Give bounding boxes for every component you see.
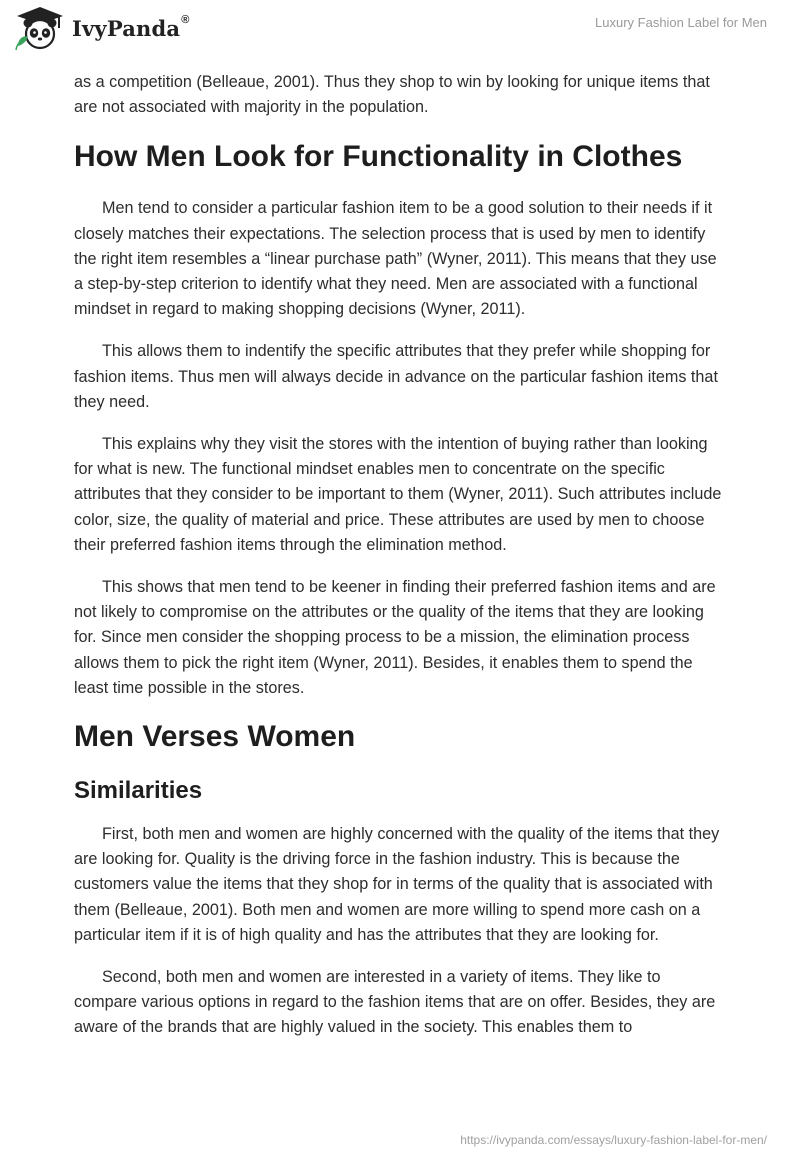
paragraph: This explains why they visit the stores with the intention of buying rather than looking for what is new. The functional mindset enables men to concentrate on the specific attributes that they consider to be important to them (Wyner, 2011). Such attributes include color, size, the quality of material and price. These attributes are used by men to choose their preferred fashion items through the elimination method. — [74, 435, 722, 554]
paragraph: This allows them to indentify the specific attributes that they prefer while shopping for fashion items. Thus men will always decide in advance on the particular fashion items that they need. — [74, 342, 718, 411]
source-url[interactable]: https://ivypanda.com/essays/luxury-fashion-label-for-men/ — [460, 1133, 767, 1147]
panda-graduate-icon — [14, 6, 66, 50]
paragraph: First, both men and women are highly concerned with the quality of the items that they are looking for. Quality is the driving force in the fashion industry. This is because the customers value the items that they shop for in terms of the quality that is associated with them (Belleaue, 2001). Both men and women are more willing to spend more cash on a particular item if it is of high quality and has the attributes that they are looking for. — [74, 825, 720, 944]
subheading-similarities: Similarities — [74, 777, 203, 805]
page-header — [0, 0, 800, 64]
paragraph: Men tend to consider a particular fashion item to be a good solution to their needs if it closely matches their expectations. The selection process that is used by men to identify the right item resembles a “linear purchase path” (Wyner, 2011). This means that they use a step-by-step criterion to identify what they need. Men are associated with a functional mindset in regard to making shopping decisions (Wyner, 2011). — [74, 199, 717, 319]
intro-paragraph: as a competition (Belleaue, 2001). Thus they shop to win by looking for unique items that are not associated with majority in the population. — [74, 73, 710, 117]
paragraph: Second, both men and women are interested in a variety of items. They like to compare various options in regard to the fashion items that are on offer. Besides, they are aware of the brands that are highly valued in the society. This enables them to — [74, 968, 716, 1037]
section-heading-men-verses-women: Men Verses Women — [74, 720, 356, 754]
paragraph: This shows that men tend to be keener in finding their preferred fashion items and are not likely to compromise on the attributes or the quality of the items that they are looking for. Since men consider the shopping process to be a mission, the elimination process allows them to pick the right item (Wyner, 2011). Besides, it enables them to spend the least time possible in the stores. — [74, 578, 716, 697]
brand-name: IvyPanda® — [72, 13, 190, 41]
ivypanda-logo[interactable] — [14, 6, 190, 50]
section-heading-functionality: How Men Look for Functionality in Clothes — [74, 140, 683, 174]
document-title: Luxury Fashion Label for Men — [595, 15, 767, 30]
essay-content — [74, 70, 722, 1058]
